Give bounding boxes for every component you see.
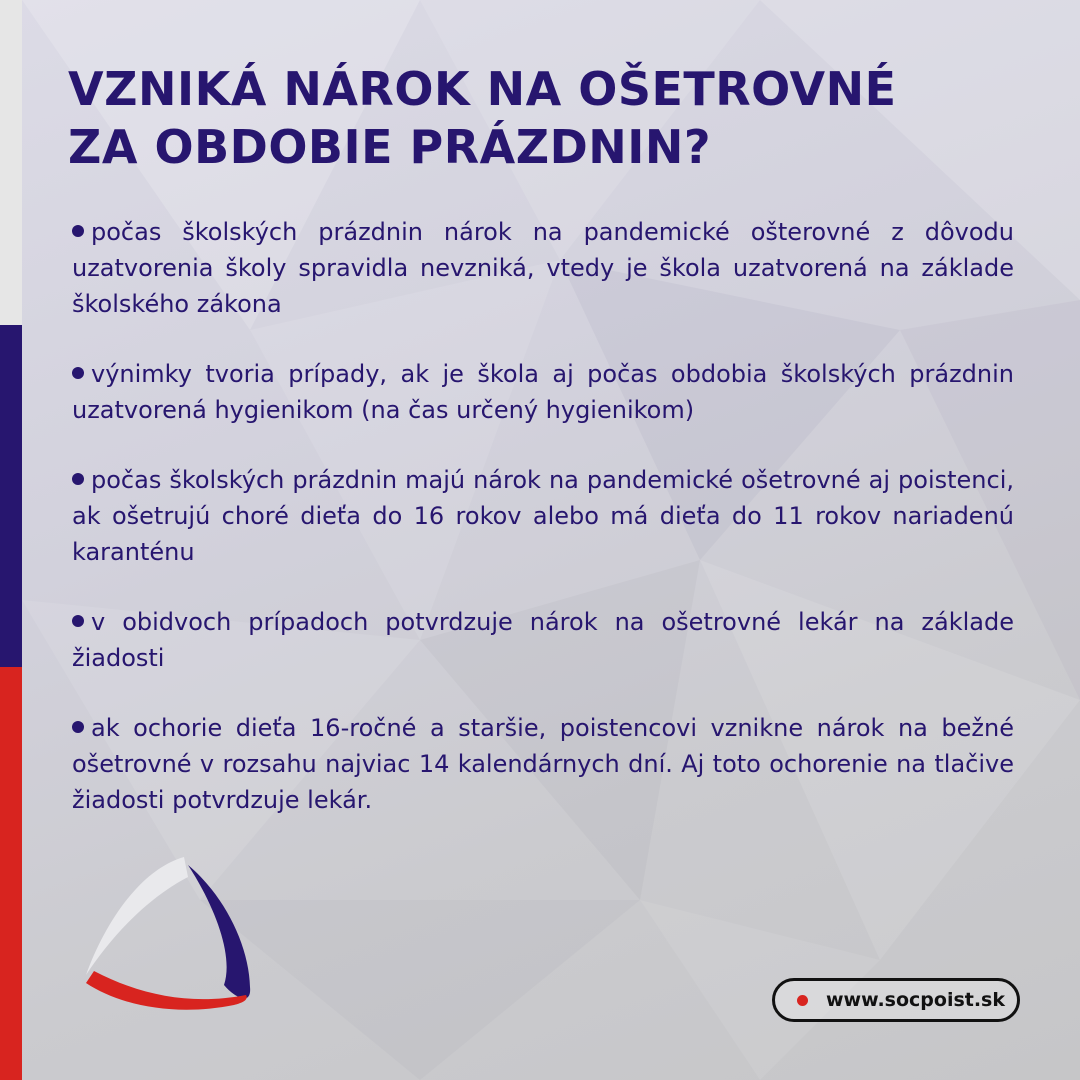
list-item-text: v obidvoch prípadoch potvrdzuje nárok na ošetrovné lekár na základe žiadosti <box>72 608 1014 672</box>
flag-stripe-blue <box>0 325 22 667</box>
bullet-icon <box>72 473 84 485</box>
title-line-1: VZNIKÁ NÁROK NA OŠETROVNÉ <box>68 62 897 116</box>
bullet-icon <box>72 367 84 379</box>
flag-stripe-white <box>0 0 22 325</box>
list-item <box>72 710 1014 818</box>
bullet-icon <box>72 721 84 733</box>
bullet-icon <box>72 225 84 237</box>
list-item <box>72 214 1014 322</box>
list-item-text: počas školských prázdnin nárok na pandemické ošterovné z dôvodu uzatvorenia školy spravidla nevzniká, vtedy je škola uzatvorená na základe školského zákona <box>72 218 1014 318</box>
title-line-2: ZA OBDOBIE PRÁZDNIN? <box>68 120 712 174</box>
website-url[interactable]: www.socpoist.sk <box>826 989 1006 1011</box>
list-item <box>72 356 1014 428</box>
bullet-icon <box>72 615 84 627</box>
website-link[interactable] <box>772 978 1020 1022</box>
flag-stripe-red <box>0 667 22 1080</box>
socpoist-logo-icon <box>84 855 256 1025</box>
info-list <box>72 214 1014 852</box>
list-item <box>72 604 1014 676</box>
list-item-text: počas školských prázdnin majú nárok na pandemické ošetrovné aj poistenci, ak ošetrujú choré dieťa do 16 rokov alebo má dieťa do 11 rokov nariadenú karanténu <box>72 466 1014 566</box>
list-item <box>72 462 1014 570</box>
page-title <box>68 60 968 176</box>
list-item-text: ak ochorie dieťa 16-ročné a staršie, poistencovi vznikne nárok na bežné ošetrovné v rozsahu najviac 14 kalendárnych dní. Aj toto ochorenie na tlačive žiadosti potvrdzuje lekár. <box>72 714 1014 814</box>
red-dot-icon <box>797 995 808 1006</box>
list-item-text: výnimky tvoria prípady, ak je škola aj počas obdobia školských prázdnin uzatvorená hygienikom (na čas určený hygienikom) <box>72 360 1014 424</box>
